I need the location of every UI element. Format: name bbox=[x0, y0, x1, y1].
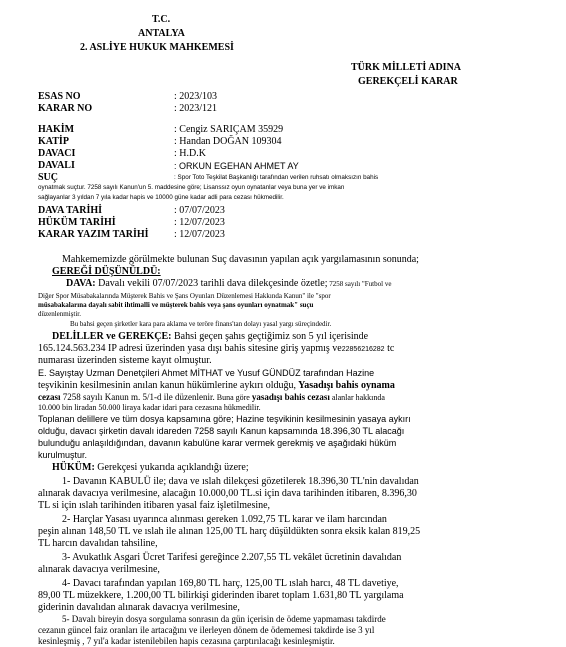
hakim-value: : Cengiz SARIÇAM 35929 bbox=[174, 124, 284, 135]
toplanan-line-3: bulunduğu anlaşıldığından, davanın kabulüne karar vermek gerekmiş ve aşağıdaki hüküm bbox=[38, 438, 397, 448]
suc-line-1: : Spor Toto Teşkilat Başkanlığı tarafından verilen ruhsatı olmaksızın bahis bbox=[174, 174, 379, 181]
suc-line-2: oynatmak suçtur. 7258 sayılı Kanun'un 5. maddesine göre; Lisanssız oyun oynatanlar veya buna yer ve imkan bbox=[38, 184, 345, 191]
dava-line-5: Bu bahsi geçen şirketler kara para aklama ve teröre finans'tan dolayı yasal yargı süreçindedir. bbox=[70, 320, 332, 328]
dava-line-1: DAVA: Davalı vekili 07/07/2023 tarihli dava dilekçesinde özetle; 7258 sayılı "Futbol ve bbox=[66, 278, 392, 289]
item-5-line-1: 5- Davalı bireyin dosya sorgulama sonrasın da gün içerisin de ödeme yapmaması takdirde bbox=[62, 614, 386, 624]
hukum-tarihi-value: : 12/07/2023 bbox=[174, 217, 225, 228]
city-heading: ANTALYA bbox=[138, 28, 185, 39]
hukum-intro: HÜKÜM: Gerekçesi yukarıda açıklandığı üzere; bbox=[52, 462, 249, 473]
hukum-tarihi-label: HÜKÜM TARİHİ bbox=[38, 217, 116, 228]
toplanan-line-4: kurulmuştur. bbox=[38, 450, 88, 460]
item-5-line-2: cezanın güncel faiz oranları ile artacağını ve ilerleyen dönem de ödememesi takdirde ise 3 yıl bbox=[38, 625, 375, 635]
davali-label: DAVALI bbox=[38, 160, 75, 171]
sayistay-line-2: teşvikinin kesilmesinin anılan kanun hükümlerine aykırı olduğu, Yasadışı bahis oynama bbox=[38, 380, 395, 391]
geregi-dusunuldu-heading: GEREĞİ DÜŞÜNÜLDÜ: bbox=[52, 266, 161, 277]
sayistay-line-3: cezası 7258 sayılı Kanun m. 5/1-d ile düzenlenir. Buna göre yasadışı bahis cezası alanlar hakkında bbox=[38, 392, 385, 402]
item-2-line-3: TL harcın davalıdan tahsiline, bbox=[38, 538, 158, 549]
karar-yazim-tarihi-label: KARAR YAZIM TARİHİ bbox=[38, 229, 149, 240]
nation-line: TÜRK MİLLETİ ADINA bbox=[351, 62, 462, 73]
katip-value: : Handan DOĞAN 109304 bbox=[174, 136, 282, 147]
deliller-line-1: DELİLLER ve GEREKÇE: Bahsi geçen şahıs geçtiğimiz son 5 yıl içerisinde bbox=[52, 331, 369, 342]
karar-yazim-tarihi-value: : 12/07/2023 bbox=[174, 229, 225, 240]
toplanan-line-1: Toplanan delillere ve tüm dosya kapsamına göre; Hazine teşvikinin kesilmesinin yasaya aykırı bbox=[38, 414, 411, 424]
sayistay-line-1: E. Sayıştay Uzman Denetçileri Ahmet MİTHAT ve Yusuf GÜNDÜZ tarafından Hazine bbox=[38, 368, 375, 378]
item-3-line-1: 3- Avukatlık Asgari Ücret Tarifesi gereğince 2.207,55 TL vekâlet ücretinin davalıdan bbox=[62, 552, 402, 563]
esas-no-value: : 2023/103 bbox=[174, 91, 218, 102]
item-5-line-3: kesinleşmiş , 7 yıl'a kadar istenilebilen hapis cezasına çarptırılacağı kesinleşmiştir. bbox=[38, 636, 335, 646]
item-3-line-2: alınarak davacıya verilmesine, bbox=[38, 564, 160, 575]
hakim-label: HAKİM bbox=[38, 124, 75, 135]
davali-value: : ORKUN EGEHAN AHMET AY bbox=[174, 161, 299, 171]
tc-heading: T.C. bbox=[152, 14, 171, 25]
item-4-line-1: 4- Davacı tarafından yapılan 169,80 TL harç, 125,00 TL ıslah harcı, 48 TL davetiye, bbox=[62, 578, 399, 589]
dava-line-3: müsabakalarına dayalı sabit ihtimalli ve müşterek bahis veya şans oyunları oynatmak" suçu bbox=[38, 301, 314, 309]
karar-no-label: KARAR NO bbox=[38, 103, 93, 114]
deliller-line-3: numarası üzerinden sisteme kayıt olmuştur. bbox=[38, 355, 212, 366]
davaci-label: DAVACI bbox=[38, 148, 76, 159]
dava-tarihi-value: : 07/07/2023 bbox=[174, 205, 225, 216]
item-1-line-1: 1- Davanın KABULÜ ile; dava ve ıslah dilekçesi gözetilerek 18.396,30 TL'nin davalıdan bbox=[62, 476, 419, 487]
intro-line: Mahkememizde görülmekte bulunan Suç davasının yapılan açık yargılamasının sonunda; bbox=[62, 254, 419, 265]
dava-line-4: düzenlenmiştir. bbox=[38, 310, 81, 318]
dava-line-2: Diğer Spor Müsabakalarında Müşterek Bahis ve Şans Oyunları Düzenlemesi Hakkında Kanun" ile "spor bbox=[38, 292, 331, 300]
item-1-line-2: alınarak davacıya verilmesine, alacağın 10.000,00 TL.si için dava tarihinden itibaren, 8.396,30 bbox=[38, 488, 417, 499]
deliller-line-2: 165.124.563.234 IP adresi üzerinden yasa dışı bahis sitesine giriş yapmış ve22856216282 tc bbox=[38, 343, 395, 354]
item-2-line-2: peşin alınan 148,50 TL ve ıslah ile alınan 125,00 TL harç düşüldükten sonra eksik kalan 819,25 bbox=[38, 526, 421, 537]
katip-label: KATİP bbox=[38, 136, 69, 147]
item-4-line-2: 89,00 TL müzekkere, 1.200,00 TL bilirkişi giderinden ibaret toplam 1.631,80 TL yargılama bbox=[38, 590, 404, 601]
dava-tarihi-label: DAVA TARİHİ bbox=[38, 205, 103, 216]
court-name: 2. ASLİYE HUKUK MAHKEMESİ bbox=[80, 42, 234, 53]
deliller-label: DELİLLER ve GEREKÇE: bbox=[52, 331, 172, 342]
esas-no-label: ESAS NO bbox=[38, 91, 81, 102]
item-1-line-3: TL si için ıslah tarihinden itibaren yasal faiz işletilmesine, bbox=[38, 500, 271, 511]
decision-type: GEREKÇELİ KARAR bbox=[358, 76, 458, 87]
karar-no-value: : 2023/121 bbox=[174, 103, 218, 114]
suc-line-3: sağlayanlar 3 yıldan 7 yıla kadar hapis ve 10000 güne kadar adli para cezası hükmedilir. bbox=[38, 194, 284, 201]
davaci-value: : H.D.K bbox=[174, 148, 206, 159]
dava-label: DAVA: bbox=[66, 278, 96, 289]
sayistay-line-4: 10.000 bin liradan 50.000 liraya kadar idari para cezasına hükmedilir. bbox=[38, 403, 261, 412]
item-2-line-1: 2- Harçlar Yasası uyarınca alınması gereken 1.092,75 TL karar ve ilam harcından bbox=[62, 514, 387, 525]
item-4-line-3: giderinin davalıdan alınarak davacıya verilmesine, bbox=[38, 602, 240, 613]
toplanan-line-2: olduğu, davacı şirketin davalı idareden 7258 sayılı Kanun kapsamında 18.396,30 TL alacağı bbox=[38, 426, 405, 436]
hukum-label: HÜKÜM: bbox=[52, 462, 95, 473]
suc-label: SUÇ bbox=[38, 172, 59, 183]
